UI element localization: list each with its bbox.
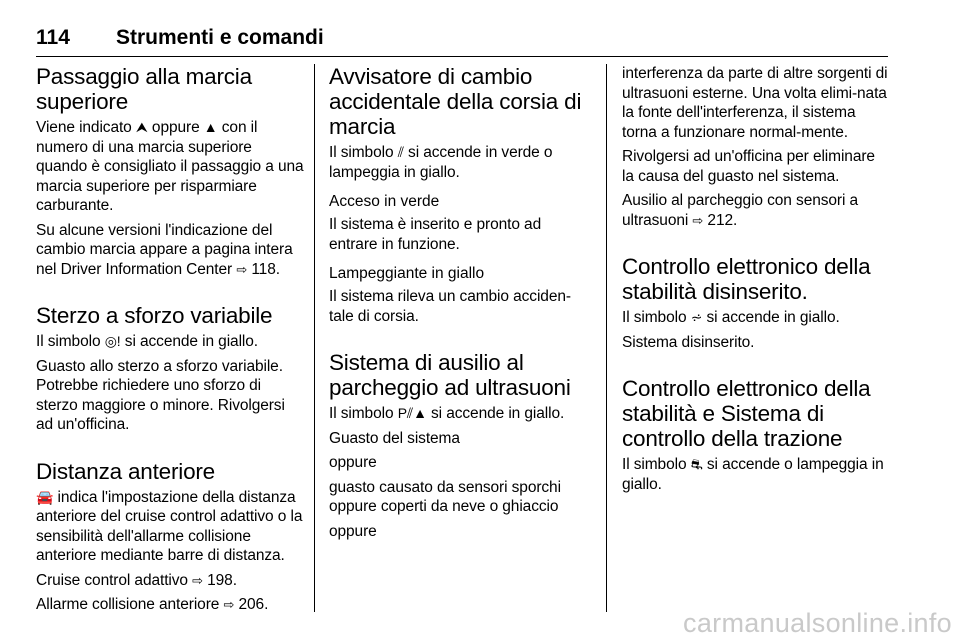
- parking-assist-icon: P⫽▲: [397, 405, 427, 421]
- paragraph: Guasto del sistema: [329, 429, 460, 447]
- heading-front-distance: Distanza anteriore: [36, 458, 215, 484]
- section-title: Strumenti e comandi: [116, 26, 324, 49]
- text: con il numero di una marcia superiore quando è consigliato il passaggio a una marcia superiore per risparmiare carburante.: [36, 119, 304, 214]
- paragraph: Guasto allo sterzo a sforzo variabile. Potrebbe richiedere uno sforzo di sterzo maggiore o minore. Rivolgersi ad un'officina.: [36, 357, 285, 433]
- paragraph: [329, 143, 591, 182]
- paragraph: interferenza da parte di altre sorgenti di ultrasuoni esterne. Una volta elimi-nata la fonte dell'interferenza, il sistema torna a funzionare normal-mente.: [622, 65, 888, 141]
- page-ref-arrow-icon: ⇨: [236, 261, 248, 277]
- text: Cruise control adattivo: [36, 571, 193, 589]
- upshift-icon: ⮝: [135, 119, 148, 135]
- watermark: carmanualsonline.info: [683, 608, 952, 638]
- heading-esc-off: Controllo elettronico della stabilità disinserito.: [622, 254, 871, 304]
- paragraph: [622, 455, 890, 494]
- text: Il simbolo: [622, 456, 691, 473]
- text: si accende in giallo.: [120, 333, 258, 350]
- text: Viene indicato: [36, 119, 136, 136]
- heading-esc-traction: Controllo elettronico della stabilità e Sistema di controllo della trazione: [622, 376, 871, 451]
- text: Su alcune versioni l'indicazione del cambio marcia appare a pagina intera nel Driver Information Center: [36, 221, 293, 278]
- heading-gear-shift: Passaggio alla marcia superiore: [36, 64, 252, 114]
- paragraph: [36, 332, 304, 352]
- text: Il simbolo: [329, 405, 398, 422]
- lane-departure-icon: ⫽: [397, 144, 404, 160]
- column-3: [622, 64, 890, 614]
- column-divider: [606, 64, 607, 612]
- heading-variable-steering: Sterzo a sforzo variabile: [36, 303, 273, 328]
- text: indica l'impostazione della distanza anteriore del cruise control adattivo o la sensibilità dell'allarme collisione anteriore mediante barre di distanza.: [36, 488, 303, 564]
- heading-lane-departure: Avvisatore di cambio accidentale della corsia di marcia: [329, 64, 582, 139]
- vehicle-ahead-icon: 🚘: [36, 488, 54, 505]
- paragraph: oppure: [329, 522, 377, 540]
- text: Ausilio al parcheggio con sensori a ultrasuoni: [622, 192, 859, 229]
- paragraph: [329, 404, 591, 424]
- paragraph: [36, 221, 304, 280]
- text: si accende in giallo.: [426, 405, 565, 422]
- subheading-green: Acceso in verde: [329, 193, 440, 210]
- paragraph: Il sistema è inserito e pronto ad entrare in funzione.: [329, 216, 542, 253]
- page-ref-link[interactable]: 206.: [234, 596, 269, 613]
- paragraph: oppure: [329, 454, 377, 471]
- paragraph: [36, 118, 304, 216]
- paragraph: guasto causato da sensori sporchi oppure coperti da neve o ghiaccio: [329, 478, 561, 515]
- page-header: [36, 26, 888, 57]
- text: si accende in verde o lampeggia in giallo.: [329, 144, 553, 181]
- triangle-up-icon: ▲: [203, 119, 218, 135]
- paragraph: Il sistema rileva un cambio acciden-tale di corsia.: [329, 288, 571, 325]
- page-number: 114: [36, 26, 70, 49]
- paragraph: [36, 488, 304, 566]
- text: Il simbolo: [329, 144, 398, 161]
- traction-control-icon: ⛐: [690, 456, 703, 472]
- text: oppure: [147, 119, 204, 136]
- page-ref-link[interactable]: 118.: [247, 260, 280, 278]
- esc-off-icon: ⩫: [690, 309, 703, 325]
- page-ref-arrow-icon: ⇨: [692, 212, 704, 228]
- steering-warning-icon: ◎!: [104, 333, 121, 349]
- text: Il simbolo: [622, 309, 691, 326]
- column-1: [36, 64, 304, 614]
- paragraph: [36, 595, 304, 614]
- paragraph: Sistema disinserito.: [622, 333, 755, 351]
- text: si accende in giallo.: [702, 309, 840, 326]
- column-divider: [314, 64, 315, 612]
- page-ref-arrow-icon: ⇨: [192, 572, 203, 588]
- subheading-yellow: Lampeggiante in giallo: [329, 265, 485, 282]
- text: si accende o lampeggia in giallo.: [622, 456, 884, 493]
- paragraph: [622, 308, 890, 328]
- text: Allarme collisione anteriore: [36, 596, 224, 613]
- paragraph: Rivolgersi ad un'officina per eliminare la causa del guasto nel sistema.: [622, 148, 875, 185]
- paragraph: [36, 571, 304, 591]
- page-ref-link[interactable]: 212.: [703, 211, 738, 229]
- page-ref-arrow-icon: ⇨: [223, 597, 235, 612]
- paragraph: [622, 191, 890, 230]
- page-ref-link[interactable]: 198.: [202, 571, 237, 589]
- heading-parking-assist: Sistema di ausilio al parcheggio ad ultrasuoni: [329, 350, 571, 400]
- column-2: [329, 64, 591, 614]
- text: Il simbolo: [36, 333, 105, 350]
